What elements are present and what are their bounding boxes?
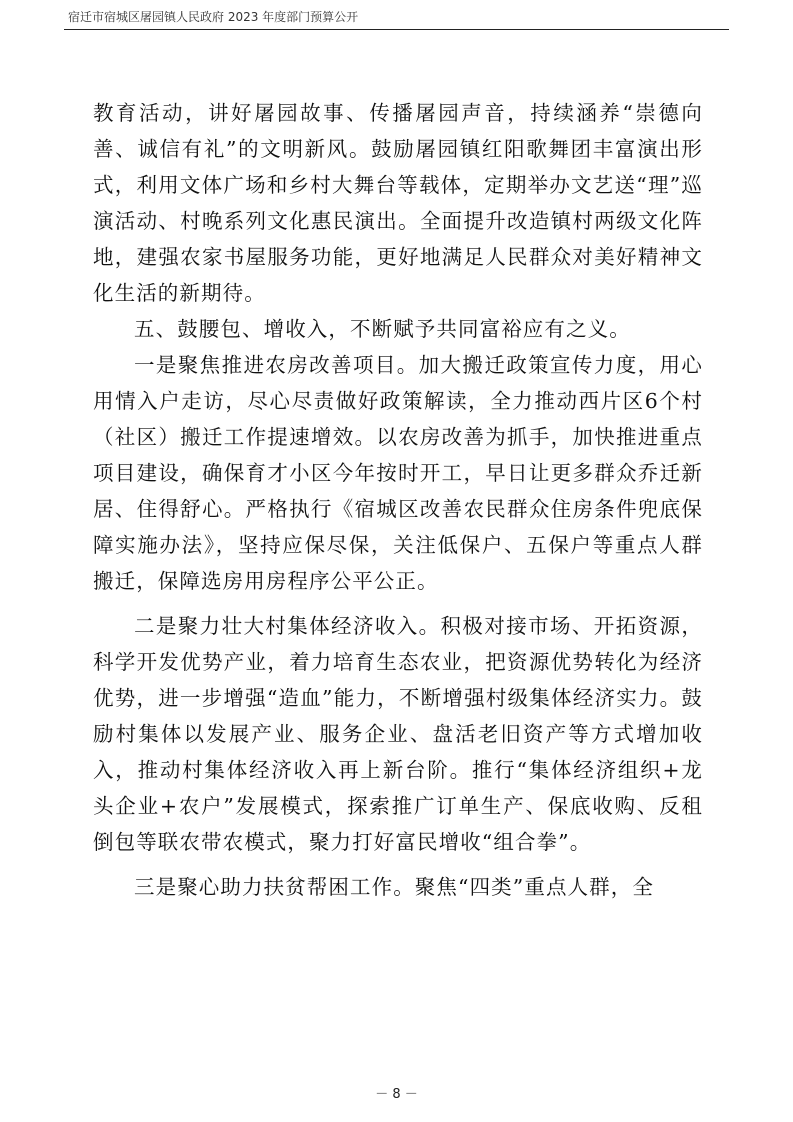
paragraph-housing: 一是聚焦推进农房改善项目。加大搬迁政策宣传力度，用心用情入户走访，尽心尽责做好政策解读，全力推动西片区6个村（社区）搬迁工作提速增效。以农房改善为抓手，加快推进重点项目建设，确保育才小区今年按时开工，早日让更多群众乔迁新居、住得舒心。严格执行《宿城区改善农民群众住房条件兜底保障实施办法》，坚持应保尽保，关注低保户、五保户等重点人群搬迁，保障选房用房程序公平公正。 — [93, 353, 703, 593]
document-body — [93, 95, 703, 905]
paragraph-collective-economy: 二是聚力壮大村集体经济收入。积极对接市场、开拓资源，科学开发优势产业，着力培育生态农业，把资源优势转化为经济优势，进一步增强“造血”能力，不断增强村级集体经济实力。鼓励村集体以发展产业、服务企业、盘活老旧资产等方式增加收入，推动村集体经济收入再上新台阶。推行“集体经济组织+龙头企业+农户”发展模式，探索推广订单生产、保底收购、反租倒包等联农带农模式，聚力打好富民增收“组合拳”。 — [93, 614, 703, 854]
paragraph-culture: 教育活动，讲好屠园故事、传播屠园声音，持续涵养“崇德向善、诚信有礼”的文明新风。鼓励屠园镇红阳歌舞团丰富演出形式，利用文体广场和乡村大舞台等载体，定期举办文艺送“理”巡演活动、村晚系列文化惠民演出。全面提升改造镇村两级文化阵地，建强农家书屋服务功能，更好地满足人民群众对美好精神文化生活的新期待。 — [93, 101, 703, 305]
paragraph-poverty-relief: 三是聚心助力扶贫帮困工作。聚焦“四类”重点人群，全 — [134, 875, 654, 899]
page-number: － 8 － — [375, 1087, 418, 1102]
document-header: 宿迁市宿城区屠园镇人民政府 2023 年度部门预算公开 — [68, 10, 359, 24]
section-heading-five: 五、鼓腰包、增收入，不断赋予共同富裕应有之义。 — [134, 317, 631, 341]
header-divider — [64, 29, 729, 30]
